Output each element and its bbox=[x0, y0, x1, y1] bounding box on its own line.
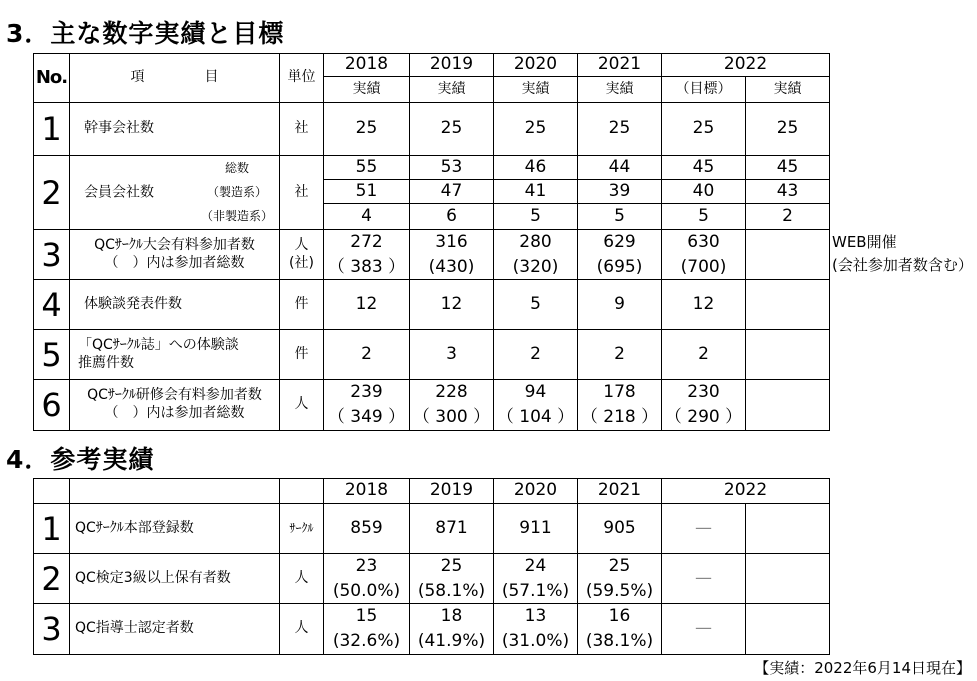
value-cell-2022: — bbox=[662, 504, 746, 554]
header-item bbox=[70, 479, 280, 504]
header-year-2020: 2020 bbox=[494, 479, 578, 504]
value-cell bbox=[746, 504, 830, 554]
header-year-2022: 2022 bbox=[662, 54, 830, 77]
row-unit: 件 bbox=[280, 330, 324, 380]
table-row bbox=[34, 604, 830, 654]
value-cell: 228 （ 300 ） bbox=[410, 380, 494, 430]
row-no: 2 bbox=[34, 156, 70, 230]
table-row bbox=[34, 230, 830, 280]
subrow-label-total: 総数 bbox=[224, 160, 249, 175]
value-cell: 2 bbox=[578, 330, 662, 380]
row-item: QCｻｰｸﾙ本部登録数 bbox=[70, 504, 280, 554]
value-cell: 25 bbox=[324, 103, 410, 156]
value-cell: 4 bbox=[324, 204, 410, 230]
row-item bbox=[70, 230, 280, 280]
row-unit bbox=[280, 230, 324, 280]
row-item-line2: 推薦件数 bbox=[78, 354, 134, 371]
row-item-line2: （ ）内は参加者総数 bbox=[104, 404, 245, 421]
value-cell: 6 bbox=[410, 204, 494, 230]
value-cell: 44 bbox=[578, 156, 662, 180]
header-unit bbox=[280, 479, 324, 504]
note-line1: WEB開催 bbox=[832, 233, 897, 251]
header-year-2018: 2018 bbox=[324, 479, 410, 504]
row-item bbox=[70, 380, 280, 430]
value-cell: 45 bbox=[746, 156, 830, 180]
value-cell bbox=[746, 280, 830, 330]
row-unit: ｻｰｸﾙ bbox=[280, 504, 324, 554]
value-cell: 46 bbox=[494, 156, 578, 180]
as-of-footnote: 【実績：2022年6月14日現在】 bbox=[754, 659, 971, 677]
row-no: 3 bbox=[34, 230, 70, 280]
value-cell: 5 bbox=[578, 204, 662, 230]
value-cell: 16 (38.1%) bbox=[578, 604, 662, 654]
row-unit-line2: (社) bbox=[289, 254, 314, 271]
value-cell: 15 (32.6%) bbox=[324, 604, 410, 654]
row-unit: 人 bbox=[280, 604, 324, 654]
value-cell: 5 bbox=[494, 280, 578, 330]
value-cell: 178 （ 218 ） bbox=[578, 380, 662, 430]
value-cell: 5 bbox=[662, 204, 746, 230]
value-cell: 911 bbox=[494, 504, 578, 554]
row-no: 6 bbox=[34, 380, 70, 430]
value-cell: 39 bbox=[578, 180, 662, 204]
header-sub-2019: 実績 bbox=[410, 77, 494, 103]
value-cell: 13 (31.0%) bbox=[494, 604, 578, 654]
note-line2: (会社参加者数含む） bbox=[832, 256, 973, 275]
header-year-2019: 2019 bbox=[410, 54, 494, 77]
row-item-line2: （ ）内は参加者総数 bbox=[104, 254, 245, 271]
value-cell bbox=[746, 604, 830, 654]
row-no: 5 bbox=[34, 330, 70, 380]
row-item: 体験談発表件数 bbox=[70, 280, 280, 330]
value-cell: 230 （ 290 ） bbox=[662, 380, 746, 430]
row-item-line1: QCｻｰｸﾙ大会有料参加者数 bbox=[94, 237, 255, 254]
table-row bbox=[34, 156, 830, 180]
header-year-2021: 2021 bbox=[578, 479, 662, 504]
value-cell: 18 (41.9%) bbox=[410, 604, 494, 654]
header-year-2021: 2021 bbox=[578, 54, 662, 77]
main-figures-table bbox=[33, 53, 830, 431]
value-cell: 25 bbox=[410, 103, 494, 156]
subrow-label-manufacturing: （製造系） bbox=[206, 184, 267, 199]
header-sub-2021: 実績 bbox=[578, 77, 662, 103]
section3-heading: 3．主な数字実績と目標 bbox=[6, 19, 285, 48]
value-cell: 3 bbox=[410, 330, 494, 380]
table-row bbox=[34, 330, 830, 380]
value-cell bbox=[746, 330, 830, 380]
value-cell: 871 bbox=[410, 504, 494, 554]
value-cell: 25 bbox=[494, 103, 578, 156]
row-no: 1 bbox=[34, 504, 70, 554]
value-cell: 2 bbox=[662, 330, 746, 380]
value-cell: 53 bbox=[410, 156, 494, 180]
header-no bbox=[34, 479, 70, 504]
value-cell: 25 (58.1%) bbox=[410, 554, 494, 604]
header-no: No. bbox=[34, 54, 70, 103]
value-cell: 280 (320) bbox=[494, 230, 578, 280]
value-cell: 25 bbox=[578, 103, 662, 156]
table-row bbox=[34, 103, 830, 156]
value-cell: 25 bbox=[746, 103, 830, 156]
value-cell: 9 bbox=[578, 280, 662, 330]
value-cell: 47 bbox=[410, 180, 494, 204]
row-no: 3 bbox=[34, 604, 70, 654]
value-cell: 12 bbox=[324, 280, 410, 330]
value-cell: 55 bbox=[324, 156, 410, 180]
value-cell bbox=[746, 230, 830, 280]
value-cell: 25 bbox=[662, 103, 746, 156]
value-cell: 94 （ 104 ） bbox=[494, 380, 578, 430]
value-cell: 45 bbox=[662, 156, 746, 180]
section4-heading: 4．参考実績 bbox=[6, 445, 155, 474]
row-unit: 社 bbox=[280, 156, 324, 230]
row-unit: 件 bbox=[280, 280, 324, 330]
value-cell: 40 bbox=[662, 180, 746, 204]
value-cell: 5 bbox=[494, 204, 578, 230]
row-item-line1: 「QCｻｰｸﾙ誌」への体験談 bbox=[78, 337, 239, 354]
row-item: QC指導士認定者数 bbox=[70, 604, 280, 654]
value-cell: 12 bbox=[410, 280, 494, 330]
value-cell: 2 bbox=[324, 330, 410, 380]
row-item: 幹事会社数 bbox=[70, 103, 280, 156]
header-year-2020: 2020 bbox=[494, 54, 578, 77]
header-sub-2022-target: （目標） bbox=[662, 77, 746, 103]
value-cell: 43 bbox=[746, 180, 830, 204]
table-row bbox=[34, 504, 830, 554]
row-item-line1: QCｻｰｸﾙ研修会有料参加者数 bbox=[87, 387, 262, 404]
value-cell: 41 bbox=[494, 180, 578, 204]
subrow-label-non-manufacturing: （非製造系） bbox=[201, 209, 274, 224]
value-cell bbox=[746, 554, 830, 604]
value-cell: 25 (59.5%) bbox=[578, 554, 662, 604]
table-row bbox=[34, 280, 830, 330]
row-unit: 人 bbox=[280, 554, 324, 604]
header-unit: 単位 bbox=[280, 54, 324, 103]
web-event-note bbox=[832, 231, 973, 278]
row-unit: 社 bbox=[280, 103, 324, 156]
row-no: 1 bbox=[34, 103, 70, 156]
value-cell-2022: — bbox=[662, 604, 746, 654]
value-cell: 629 (695) bbox=[578, 230, 662, 280]
value-cell: 905 bbox=[578, 504, 662, 554]
header-sub-2022-actual: 実績 bbox=[746, 77, 830, 103]
header-item: 項 目 bbox=[70, 54, 280, 103]
row-item bbox=[70, 156, 280, 230]
row-unit-line1: 人 bbox=[294, 237, 309, 254]
row-no: 2 bbox=[34, 554, 70, 604]
value-cell: 2 bbox=[746, 204, 830, 230]
value-cell: 272 （ 383 ） bbox=[324, 230, 410, 280]
table-row bbox=[34, 554, 830, 604]
value-cell: 51 bbox=[324, 180, 410, 204]
value-cell: 2 bbox=[494, 330, 578, 380]
header-year-2019: 2019 bbox=[410, 479, 494, 504]
value-cell: 859 bbox=[324, 504, 410, 554]
value-cell: 24 (57.1%) bbox=[494, 554, 578, 604]
reference-figures-table bbox=[33, 478, 830, 655]
header-year-2022: 2022 bbox=[662, 479, 830, 504]
row-item: QC検定3級以上保有者数 bbox=[70, 554, 280, 604]
value-cell: 23 (50.0%) bbox=[324, 554, 410, 604]
table-row bbox=[34, 380, 830, 430]
header-sub-2018: 実績 bbox=[324, 77, 410, 103]
value-cell: 316 (430) bbox=[410, 230, 494, 280]
header-year-2018: 2018 bbox=[324, 54, 410, 77]
value-cell bbox=[746, 380, 830, 430]
row-item-label: 会員会社数 bbox=[84, 183, 154, 200]
value-cell: 630 (700) bbox=[662, 230, 746, 280]
value-cell: 12 bbox=[662, 280, 746, 330]
header-sub-2020: 実績 bbox=[494, 77, 578, 103]
value-cell: 239 （ 349 ） bbox=[324, 380, 410, 430]
value-cell-2022: — bbox=[662, 554, 746, 604]
row-no: 4 bbox=[34, 280, 70, 330]
subrow-labels bbox=[201, 156, 273, 229]
row-unit: 人 bbox=[280, 380, 324, 430]
row-item bbox=[70, 330, 280, 380]
